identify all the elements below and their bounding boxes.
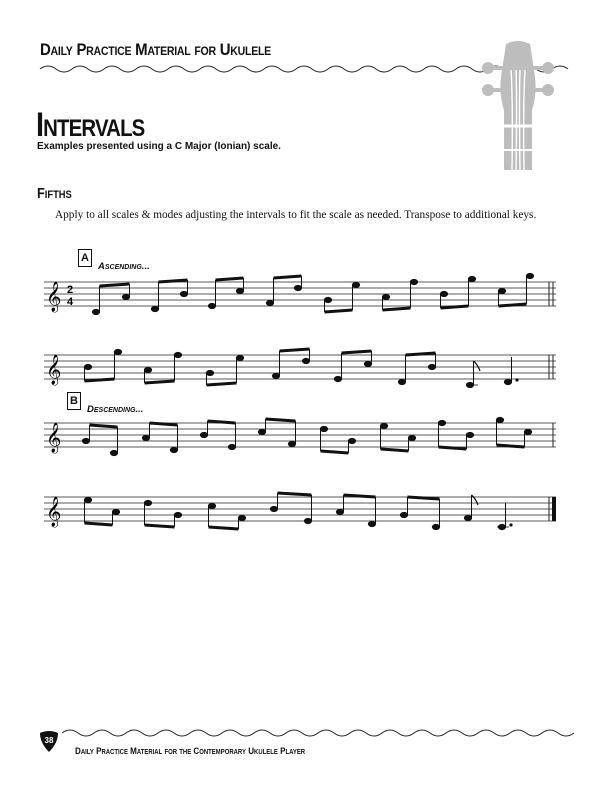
exercise-a-label: A bbox=[78, 249, 92, 267]
exercise-b-label: B bbox=[67, 392, 81, 410]
footer-title: Daily Practice Material for the Contemporary Ukulele Player bbox=[75, 746, 306, 757]
staff-2 bbox=[0, 345, 612, 395]
treble-clef-icon: 𝄞 bbox=[46, 497, 62, 527]
footer-wave-rule bbox=[0, 726, 612, 740]
exercise-b-direction: Descending... bbox=[87, 404, 144, 415]
staff-1 bbox=[0, 272, 612, 322]
treble-clef-icon: 𝄞 bbox=[46, 423, 62, 453]
time-signature-bottom: 4 bbox=[67, 296, 74, 308]
staff-4 bbox=[0, 487, 612, 537]
page-number: 38 bbox=[44, 736, 54, 745]
page-title: Intervals bbox=[36, 106, 145, 144]
page-subtitle: Examples presented using a C Major (Ionian) scale. bbox=[37, 141, 281, 152]
time-signature-top: 2 bbox=[67, 284, 74, 296]
treble-clef-icon: 𝄞 bbox=[46, 355, 62, 385]
instructions-text: Apply to all scales & modes adjusting the intervals to fit the scale as needed. Transpose to additional keys. bbox=[55, 209, 537, 221]
exercise-a-direction: Ascending... bbox=[98, 261, 150, 272]
header-title: Daily Practice Material for Ukulele bbox=[40, 40, 271, 59]
staff-3 bbox=[0, 413, 612, 463]
treble-clef-icon: 𝄞 bbox=[46, 282, 62, 312]
section-title: Fifths bbox=[37, 185, 72, 202]
ukulele-headstock-icon bbox=[478, 40, 558, 170]
guitar-pick-icon bbox=[38, 729, 60, 753]
